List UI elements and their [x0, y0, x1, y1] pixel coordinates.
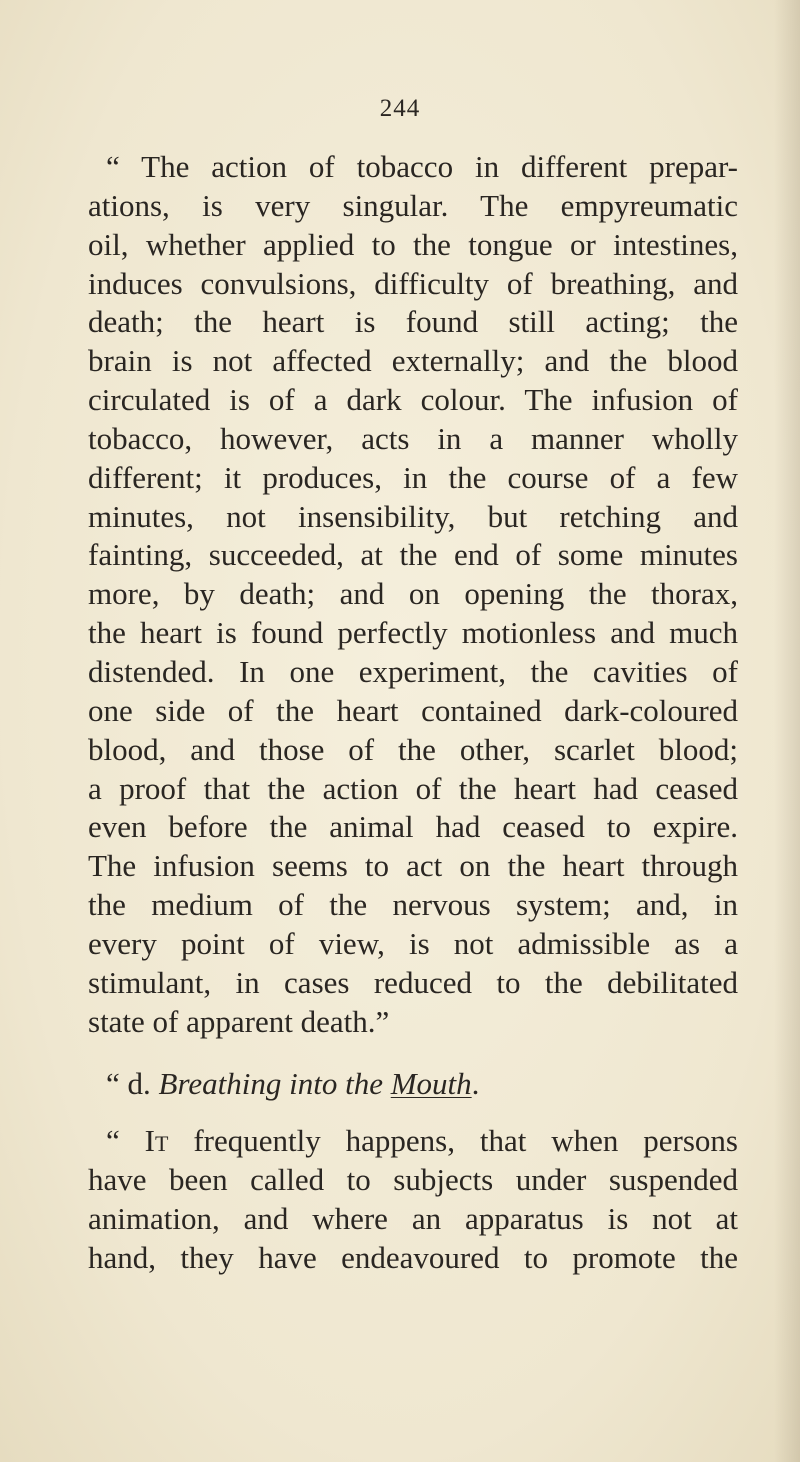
text-line: circulated is of a dark colour. The infusion of — [88, 382, 738, 418]
section-title — [159, 1066, 472, 1101]
text-line: death; the heart is found still acting; the — [88, 304, 738, 340]
text-line: have been called to subjects under suspended — [88, 1162, 738, 1198]
text-line: more, by death; and on opening the thorax, — [88, 576, 738, 612]
text-line: different; it produces, in the course of a few — [88, 459, 738, 495]
text-line: animation, and where an apparatus is not at — [88, 1200, 738, 1236]
opening-quote: “ — [106, 1123, 145, 1159]
paragraph-tobacco — [88, 148, 738, 1041]
text-line-rest: frequently happens, that when persons — [168, 1123, 738, 1159]
text-line: state of apparent death.” — [88, 1003, 390, 1039]
text-line: stimulant, in cases reduced to the debilitated — [88, 964, 738, 1000]
section-title-part: into the — [281, 1066, 391, 1102]
text-line: blood, and those of the other, scarlet blood; — [88, 731, 738, 767]
text-line: oil, whether applied to the tongue or intestines, — [88, 226, 738, 262]
text-line: The infusion seems to act on the heart through — [88, 848, 738, 884]
paragraph-breathing — [88, 1122, 738, 1277]
text-line: induces convulsions, difficulty of breathing, and — [88, 265, 738, 301]
text-line: ations, is very singular. The empyreumatic — [88, 187, 738, 223]
text-line: the medium of the nervous system; and, in — [88, 887, 738, 923]
text-line: even before the animal had ceased to expire. — [88, 809, 738, 845]
text-line: a proof that the action of the heart had ceased — [88, 770, 738, 806]
text-line: every point of view, is not admissible as a — [88, 925, 738, 961]
text-line: hand, they have endeavoured to promote the — [88, 1239, 738, 1275]
text-line: one side of the heart contained dark-coloured — [88, 692, 738, 728]
text-line: minutes, not insensibility, but retching and — [88, 498, 738, 534]
text-line: the heart is found perfectly motionless and much — [88, 615, 738, 651]
text-body — [88, 148, 738, 1278]
text-line: “ The action of tobacco in different prepar- — [106, 149, 738, 184]
section-title-part: Breathing — [158, 1066, 282, 1102]
first-word: It — [144, 1123, 169, 1159]
text-line: distended. In one experiment, the cavities of — [88, 653, 738, 689]
text-line: fainting, succeeded, at the end of some minutes — [88, 537, 738, 573]
text-line: brain is not affected externally; and the blood — [88, 343, 738, 379]
section-prefix: “ d. — [106, 1066, 159, 1102]
page-number: 244 — [379, 95, 421, 122]
section-title-part: Mouth — [390, 1066, 472, 1102]
text-line — [88, 1122, 738, 1161]
page-edge-shadow — [774, 0, 800, 1462]
text-line: tobacco, however, acts in a manner wholly — [88, 420, 738, 456]
section-title-end: . — [471, 1066, 480, 1102]
section-heading — [88, 1065, 738, 1104]
